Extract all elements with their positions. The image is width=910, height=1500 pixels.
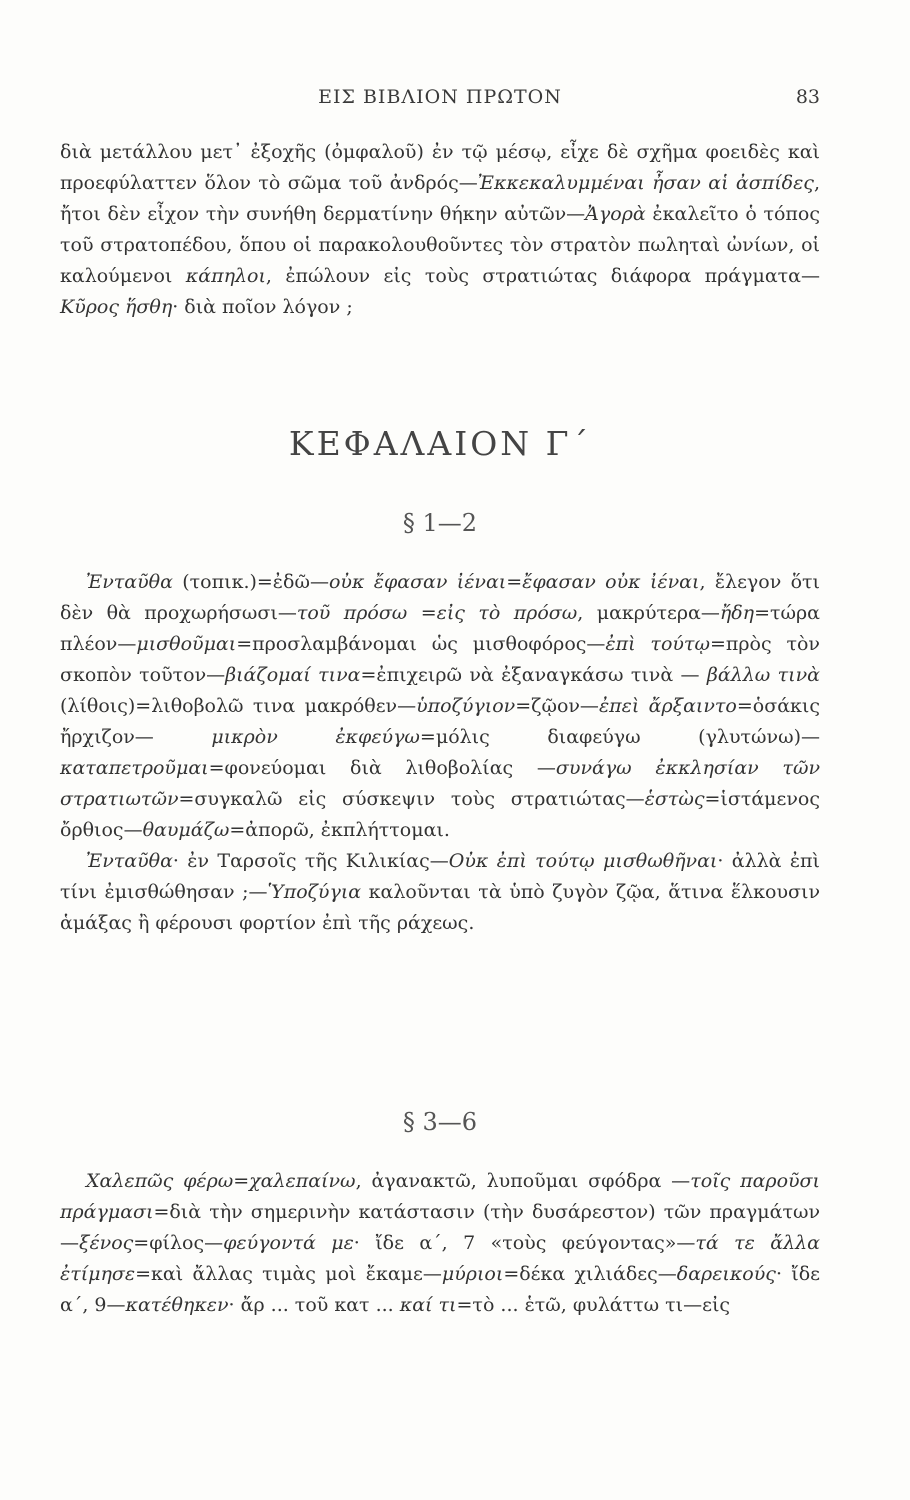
text-run: (τοπικ.)=ἐδῶ— bbox=[172, 571, 329, 593]
running-title: ΕΙΣ ΒΙΒΛΙΟΝ ΠΡΩΤΟΝ bbox=[318, 86, 562, 108]
italic-term: ἑστὼς bbox=[644, 788, 705, 810]
text-run: =ἱστάμενος ὄρθιος— bbox=[60, 788, 820, 841]
italic-term: χαλεπαίνω bbox=[249, 1170, 356, 1192]
text-run: , ἤτοι δὲν εἶχον τὴν συνήθη δερματίνην θήκην αὐτῶν— bbox=[60, 172, 820, 225]
text-run: , ἐπώλουν εἰς τοὺς στρατιώτας διάφορα πράγματα— bbox=[265, 265, 820, 287]
text-run: =καὶ ἄλλας τιμὰς μοὶ ἔκαμε— bbox=[135, 1263, 442, 1285]
italic-term: Ἀγορὰ bbox=[585, 203, 646, 225]
section-heading-2: § 3—6 bbox=[402, 1108, 478, 1136]
italic-term: ἤδη bbox=[719, 602, 755, 624]
italic-term: τοῖς παροῦσι πράγμασι bbox=[60, 1170, 820, 1223]
italic-term: ὑποζύγιον bbox=[416, 695, 516, 717]
italic-term: κατέθηκεν bbox=[125, 1294, 229, 1316]
italic-term: θαυμάζω bbox=[142, 819, 230, 841]
paragraph-body bbox=[60, 1166, 820, 1321]
text-run: =δέκα χιλιάδες— bbox=[503, 1263, 677, 1285]
text-run: =τώρα πλέον— bbox=[60, 602, 821, 655]
italic-term: Ἐνταῦθα bbox=[86, 571, 173, 593]
text-run: =ζῷον— bbox=[515, 695, 599, 717]
italic-term: μισθοῦμαι bbox=[136, 633, 237, 655]
section-1-text bbox=[60, 567, 820, 939]
italic-term: Χαλεπῶς φέρω bbox=[86, 1170, 234, 1192]
italic-term: δαρεικούς bbox=[676, 1263, 776, 1285]
text-run: =ὁσάκις ἤρχιζον— bbox=[60, 695, 820, 748]
text-run: , μακρύτερα— bbox=[577, 602, 720, 624]
italic-term: Οὐκ ἐπὶ τούτῳ μισθωθῆναι bbox=[448, 850, 718, 872]
italic-term: τά τε ἄλλα ἐτίμησε bbox=[60, 1232, 821, 1285]
paragraph-body bbox=[60, 137, 820, 323]
text-run: =φίλος— bbox=[133, 1232, 224, 1254]
text-run: =ἀπορῶ, ἐκπλήττομαι. bbox=[229, 819, 450, 841]
text-run: · ἴδε α΄, 7 «τοὺς φεύγοντας»— bbox=[353, 1232, 696, 1254]
paragraph-continued bbox=[60, 137, 820, 323]
text-run: ἐκαλεῖτο ὁ τόπος τοῦ στρατοπέδου, ὅπου οἱ παρακολουθοῦντες τὸν στρατὸν πωληταὶ ὠνίων, οἱ καλούμενοι bbox=[60, 203, 821, 287]
paragraph-body bbox=[60, 567, 820, 846]
text-run: · ἄρ ... τοῦ κατ ... bbox=[228, 1294, 400, 1316]
text-run: (λίθοις)=λιθοβολῶ τινα μακρόθεν— bbox=[60, 695, 417, 717]
italic-term: μικρὸν ἐκφεύγω bbox=[211, 726, 420, 748]
italic-term: καί τι bbox=[399, 1294, 457, 1316]
italic-term: τοῦ πρόσω =εἰς τὸ πρόσω bbox=[296, 602, 578, 624]
text-run: =διὰ τὴν σημερινὴν κατάστασιν (τὴν δυσάρεστον) τῶν πραγμάτων— bbox=[60, 1201, 820, 1254]
italic-term: οὐκ ἔφασαν ἰέναι=ἔφασαν οὐκ ἰέναι bbox=[328, 571, 700, 593]
italic-term: συνάγω ἐκκλησίαν τῶν στρατιωτῶν bbox=[60, 757, 820, 810]
italic-term: Κῦρος ἥσθη bbox=[60, 296, 173, 318]
text-run: · ἴδε α΄, 9— bbox=[60, 1263, 821, 1316]
text-run: =συγκαλῶ εἰς σύσκεψιν τοὺς στρατιώτας— bbox=[178, 788, 645, 810]
text-run: , ἀγανακτῶ, λυποῦμαι σφόδρα — bbox=[355, 1170, 691, 1192]
italic-term: μύριοι bbox=[441, 1263, 504, 1285]
text-run: , ἔλεγον ὅτι δὲν θὰ προχωρήσωσι— bbox=[60, 571, 821, 624]
page-number: 83 bbox=[795, 86, 820, 108]
italic-term: ἐπεὶ ἄρξαιντο bbox=[598, 695, 737, 717]
italic-term: Ὑποζύγια bbox=[267, 881, 362, 903]
text-run: · ἀλλὰ ἐπὶ τίνι ἐμισθώθησαν ;— bbox=[60, 850, 820, 903]
italic-term: Ἐκκεκαλυμμέναι ἦσαν αἱ ἀσπίδες bbox=[477, 172, 814, 194]
italic-term: φεύγοντά με bbox=[223, 1232, 354, 1254]
text-run: =ἐπιχειρῶ νὰ ἐξαναγκάσω τινὰ — bbox=[360, 664, 707, 686]
section-heading-1: § 1—2 bbox=[402, 509, 478, 537]
italic-term: ἐπὶ τούτῳ bbox=[605, 633, 710, 655]
italic-term: βιάζομαί τινα bbox=[225, 664, 361, 686]
section-2-text bbox=[60, 1166, 820, 1321]
text-run: · ἐν Ταρσοῖς τῆς Κιλικίας— bbox=[172, 850, 449, 872]
italic-term: καταπετροῦμαι bbox=[60, 757, 209, 779]
text-run: · διὰ ποῖον λόγον ; bbox=[172, 296, 353, 318]
text-run: =μόλις διαφεύγω (γλυτώνω)— bbox=[419, 726, 820, 748]
text-run: =πρὸς τὸν σκοπὸν τοῦτον— bbox=[60, 633, 820, 686]
italic-term: ξένος bbox=[79, 1232, 134, 1254]
text-run: = bbox=[233, 1170, 250, 1192]
paragraph-body bbox=[60, 846, 820, 939]
text-run: καλοῦνται τὰ ὑπὸ ζυγὸν ζῷα, ἅτινα ἕλκουσιν ἁμάξας ἢ φέρουσι φορτίον ἐπὶ τῆς ράχεως. bbox=[60, 881, 820, 934]
text-run: διὰ μετάλλου μετ᾽ ἐξοχῆς (ὀμφαλοῦ) ἐν τῷ μέσῳ, εἶχε δὲ σχῆμα φοειδὲς καὶ προεφύλαττεν ὅλον τὸ σῶμα τοῦ ἀνδρός— bbox=[60, 141, 820, 194]
text-run: =φονεύομαι διὰ λιθοβολίας — bbox=[208, 757, 556, 779]
italic-term: Ἐνταῦθα bbox=[86, 850, 173, 872]
text-run: =προσλαμβάνομαι ὡς μισθοφόρος— bbox=[236, 633, 606, 655]
running-head bbox=[60, 86, 820, 116]
text-run: =τὸ ... ἑτῶ, φυλάττω τι—εἰς bbox=[456, 1294, 731, 1316]
italic-term: κάπηλοι bbox=[185, 265, 266, 287]
chapter-title: ΚΕΦΑΛΑΙΟΝ Γ΄ bbox=[288, 424, 592, 463]
italic-term: βάλλω τινὰ bbox=[706, 664, 820, 686]
